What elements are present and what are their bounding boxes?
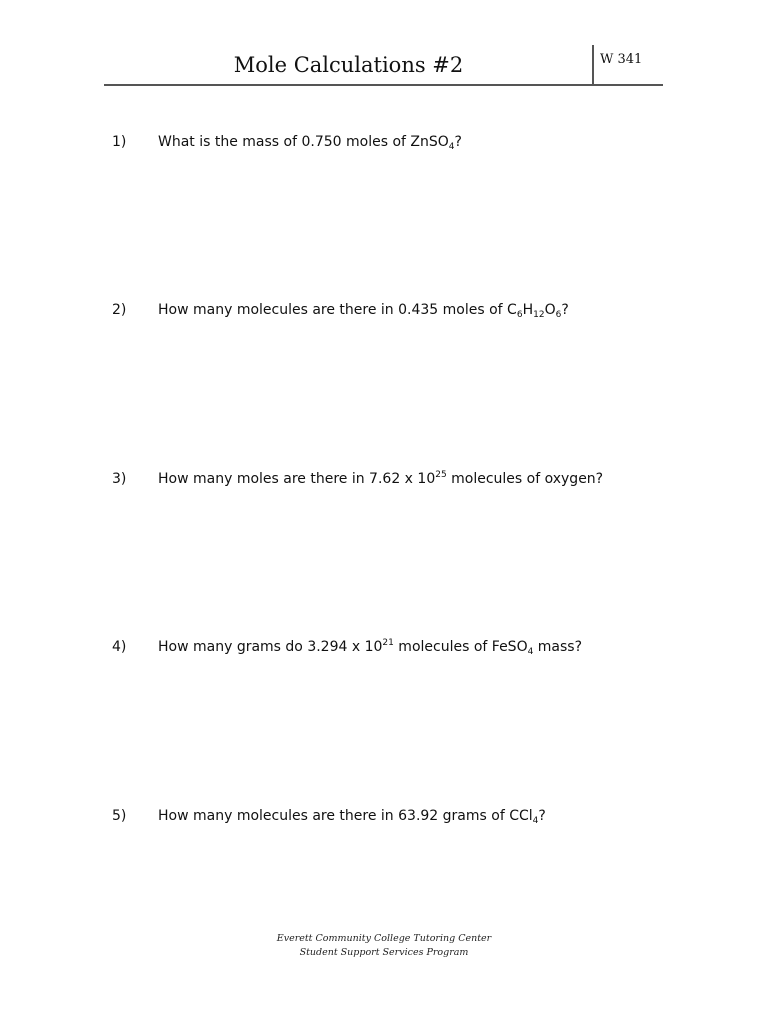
question-text bbox=[158, 468, 603, 490]
question-2 bbox=[0, 299, 768, 323]
text-run: How many moles are there in 7.62 x 10 bbox=[158, 471, 436, 487]
text-run: H bbox=[522, 302, 534, 318]
text-run: What is the mass of 0.750 moles of ZnSO bbox=[158, 134, 449, 150]
subscript: 6 bbox=[555, 310, 562, 320]
subscript: 6 bbox=[516, 310, 523, 320]
question-1 bbox=[0, 131, 768, 155]
text-run: How many grams do 3.294 x 10 bbox=[158, 639, 383, 655]
text-run: O bbox=[544, 302, 556, 318]
question-number: 2) bbox=[112, 302, 127, 318]
footer bbox=[0, 932, 768, 960]
text-run: ? bbox=[454, 134, 462, 150]
question-text bbox=[158, 131, 462, 153]
text-run: How many molecules are there in 63.92 grams of CCl bbox=[158, 808, 533, 824]
question-number: 4) bbox=[112, 639, 127, 655]
superscript: 21 bbox=[382, 638, 394, 648]
header-divider bbox=[592, 45, 594, 85]
question-text bbox=[158, 805, 546, 827]
question-number: 5) bbox=[112, 808, 127, 824]
text-run: ? bbox=[561, 302, 569, 318]
question-number: 1) bbox=[112, 134, 127, 150]
question-text bbox=[158, 636, 582, 658]
question-3 bbox=[0, 468, 768, 492]
question-5 bbox=[0, 805, 768, 829]
question-4 bbox=[0, 636, 768, 660]
footer-line-2: Student Support Services Program bbox=[299, 947, 469, 958]
document-code: W 341 bbox=[600, 52, 643, 67]
subscript: 4 bbox=[448, 142, 455, 152]
footer-line-1: Everett Community College Tutoring Center bbox=[276, 933, 492, 944]
text-run: How many molecules are there in 0.435 moles of C bbox=[158, 302, 517, 318]
subscript: 4 bbox=[532, 816, 539, 826]
page-title: Mole Calculations #2 bbox=[233, 53, 464, 77]
text-run: molecules of oxygen? bbox=[446, 471, 604, 487]
header-rule bbox=[104, 84, 663, 86]
text-run: mass? bbox=[533, 639, 583, 655]
text-run: molecules of FeSO bbox=[393, 639, 528, 655]
question-number: 3) bbox=[112, 471, 127, 487]
subscript: 12 bbox=[533, 310, 545, 320]
superscript: 25 bbox=[435, 470, 447, 480]
question-text bbox=[158, 299, 569, 321]
subscript: 4 bbox=[527, 647, 534, 657]
text-run: ? bbox=[538, 808, 546, 824]
